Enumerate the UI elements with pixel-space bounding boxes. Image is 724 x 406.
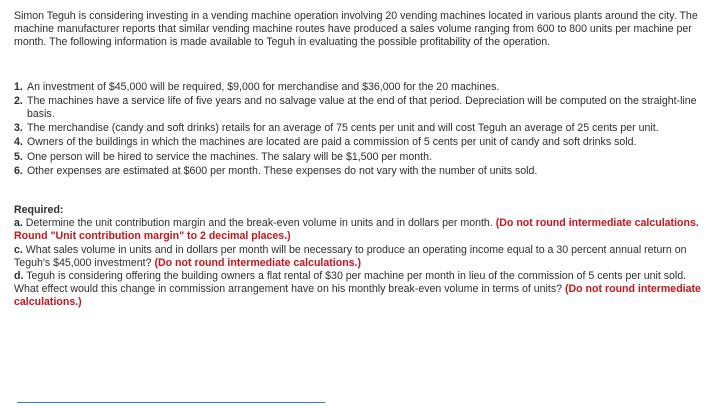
item-number: 2.	[14, 94, 23, 107]
item-text: What sales volume in units and in dollars per month will be necessary to produce an operating income equal to a 30 percent annual return on Teguh's $45,000 investment?	[14, 243, 687, 269]
information-list	[14, 81, 710, 178]
rounding-note: (Do not round intermediate calculations.)	[154, 256, 362, 269]
item-text: Other expenses are estimated at $600 per month. These expenses do not vary with the number of units sold.	[27, 164, 538, 177]
item-number: 4.	[14, 136, 23, 149]
item-letter: c.	[14, 243, 23, 256]
required-item-c	[14, 244, 710, 270]
item-letter: a.	[14, 217, 23, 230]
item-number: 5.	[14, 150, 23, 163]
intro-paragraph: Simon Teguh is considering investing in a vending machine operation involving 20 vending machines located in various plants around the city. The machine manufacturer reports that similar vending machine routes have produced a sales volume ranging from 600 to 800 units per machine per month. The following information is made available to Teguh in evaluating the possible profitability of the operation.	[14, 10, 698, 49]
item-letter: d.	[14, 270, 24, 283]
item-text: One person will be hired to service the machines. The salary will be $1,500 per month.	[27, 150, 432, 163]
item-text: The machines have a service life of five years and no salvage value at the end of that period. Depreciation will be computed on the straight-line basis.	[27, 94, 697, 121]
required-item-a	[14, 217, 710, 243]
list-item	[14, 136, 710, 149]
item-text: Owners of the buildings in which the machines are located are paid a commission of 5 cents per unit of candy and soft drinks sold.	[27, 136, 637, 149]
item-number: 3.	[14, 122, 23, 135]
required-item-d	[14, 270, 710, 310]
bottom-divider	[17, 402, 325, 403]
item-number: 1.	[14, 80, 23, 93]
rounding-note: (Do not round intermediate calculations.)	[14, 283, 701, 309]
item-number: 6.	[14, 164, 23, 177]
list-item	[14, 165, 710, 178]
problem-content	[14, 10, 710, 310]
list-item	[14, 151, 710, 164]
rounding-note: (Do not round intermediate calculations. Round "Unit contribution margin" to 2 decimal places.)	[14, 217, 699, 243]
list-item	[14, 81, 710, 94]
item-text: Teguh is considering offering the building owners a flat rental of $30 per machine per month in lieu of the commission of 5 cents per unit sold. What effect would this change in commission arrangement have on his monthly break-even volume in terms of units?	[14, 270, 687, 296]
item-text: Determine the unit contribution margin and the break-even volume in units and in dollars per month.	[25, 217, 493, 230]
required-section	[14, 204, 710, 310]
list-item	[14, 95, 710, 121]
item-text: The merchandise (candy and soft drinks) retails for an average of 75 cents per unit and will cost Teguh an average of 25 cents per unit.	[27, 122, 659, 135]
required-heading: Required:	[14, 204, 64, 217]
list-item	[14, 122, 710, 135]
item-text: An investment of $45,000 will be required, $9,000 for merchandise and $36,000 for the 20 machines.	[27, 80, 500, 93]
